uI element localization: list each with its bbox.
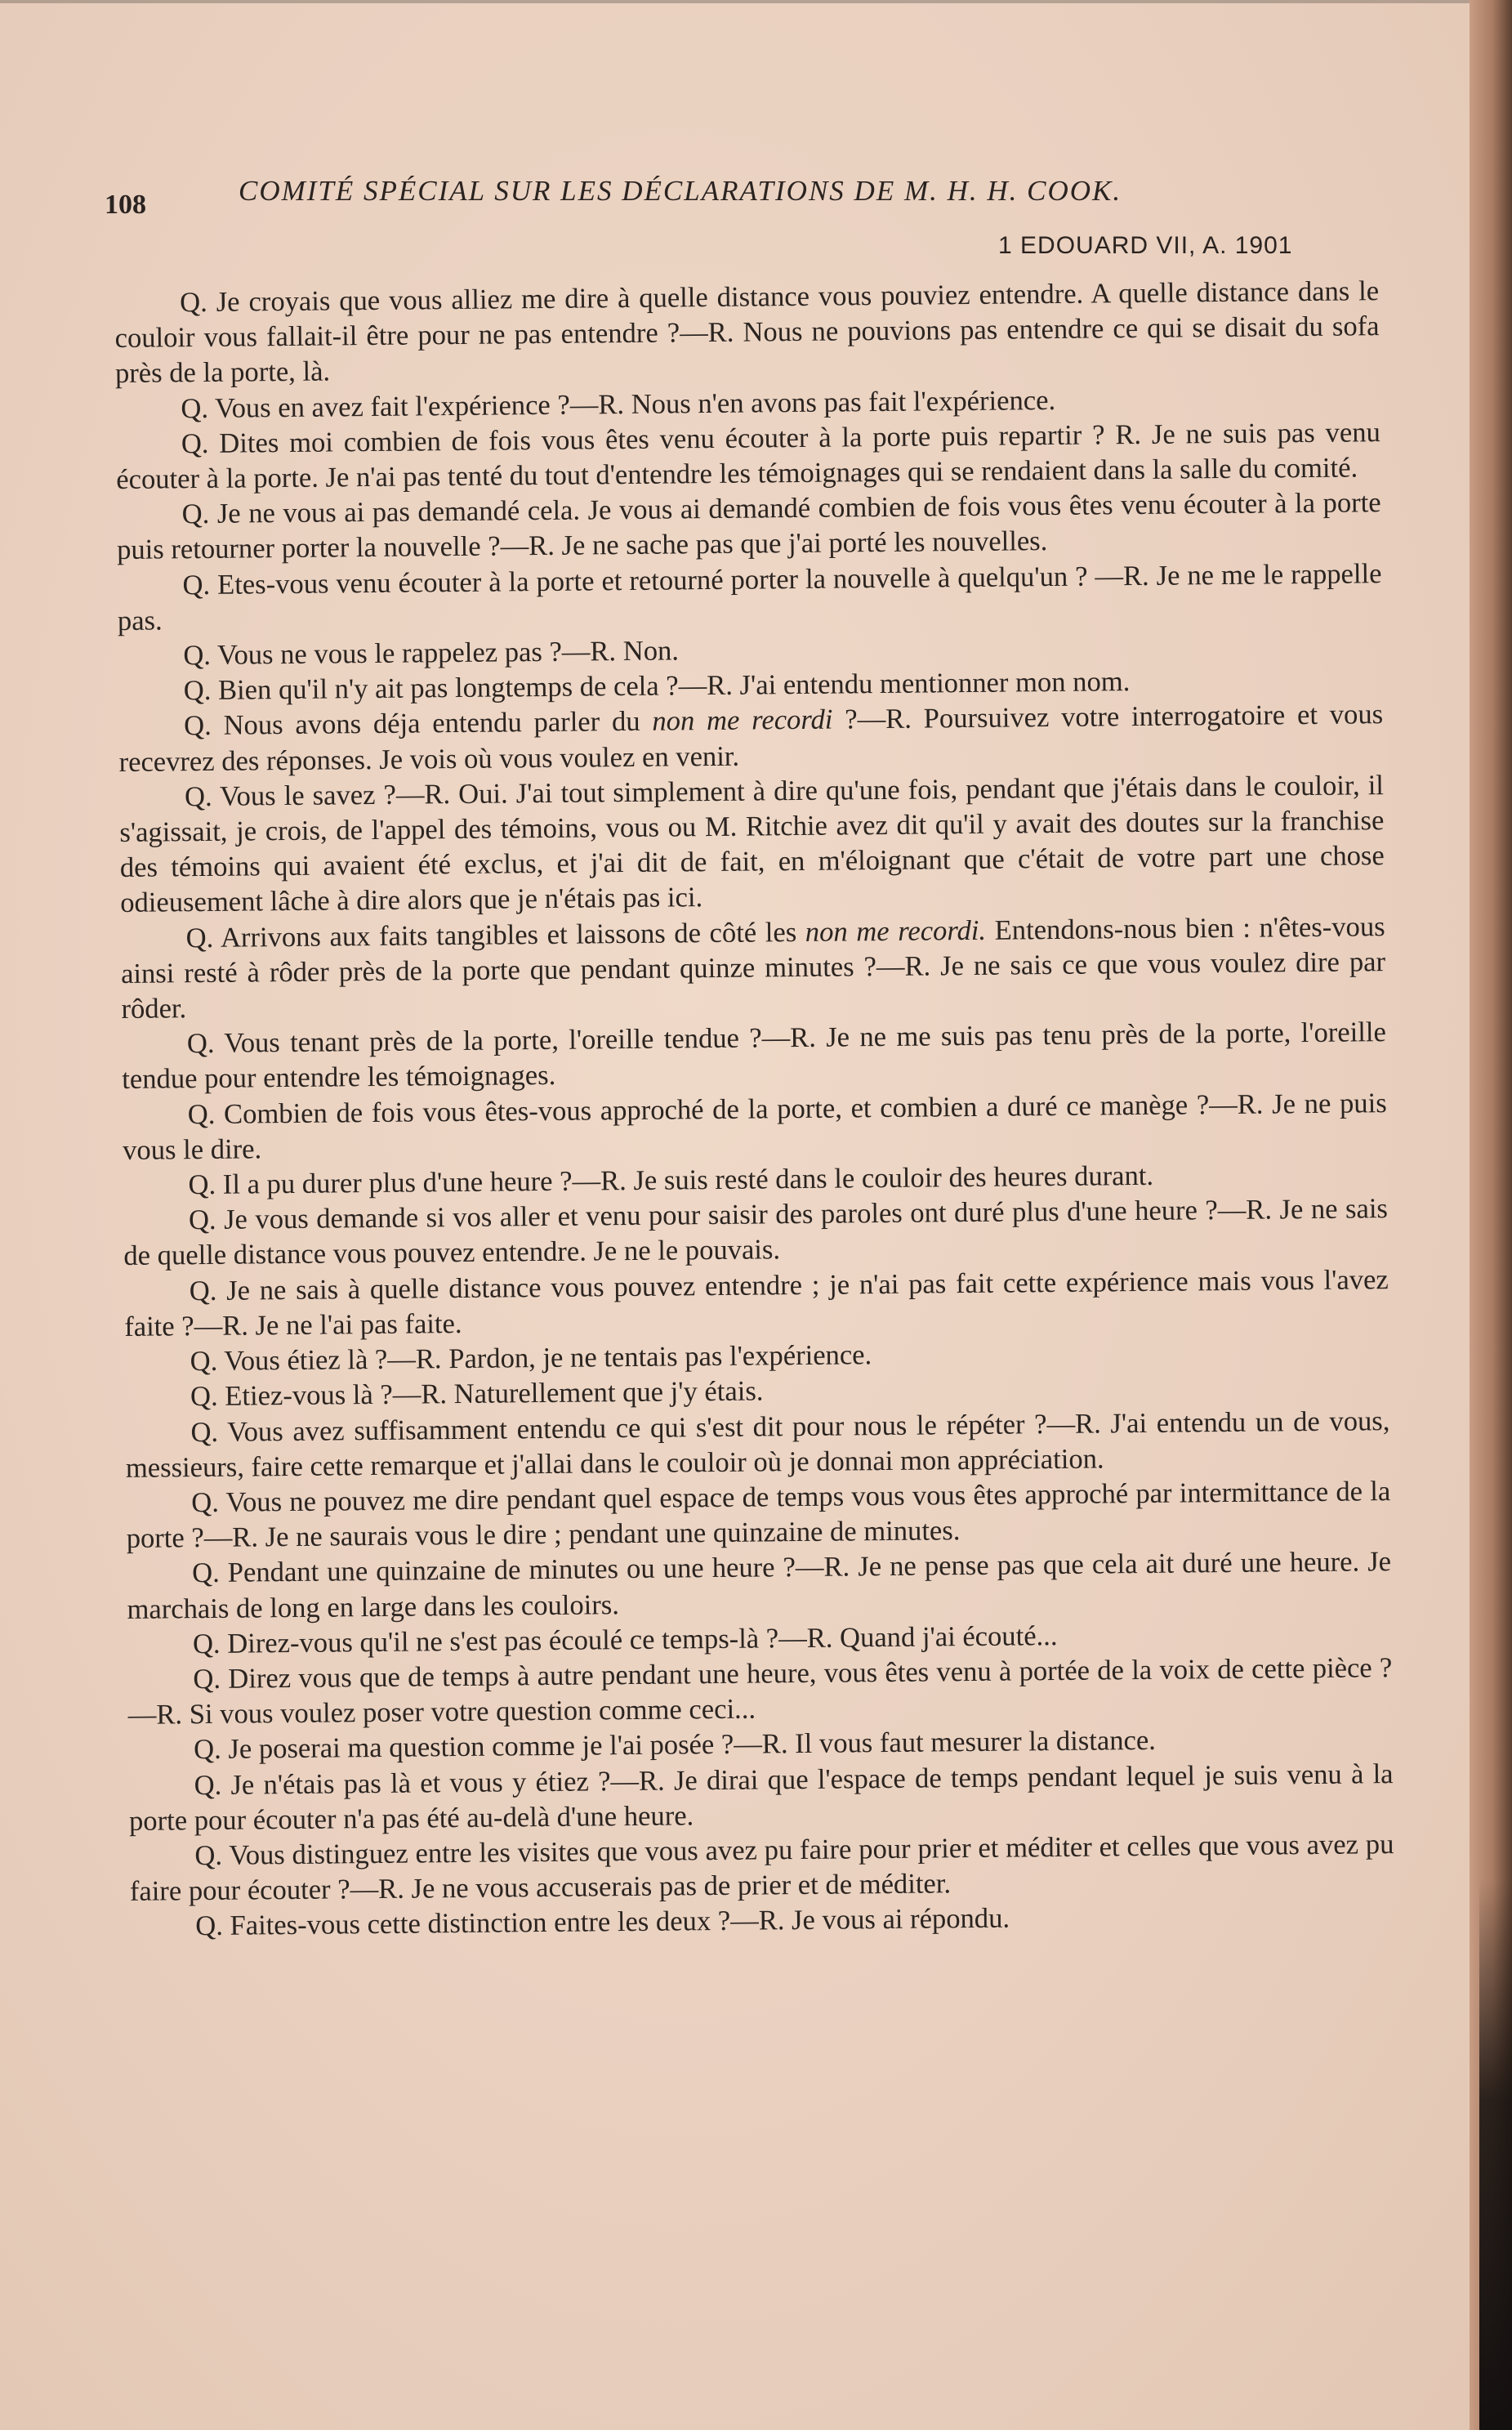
paragraph-text: Q. Arrivons aux faits tangibles et laissons de côté les [185, 916, 805, 954]
paragraph-text: Q. Nous avons déja entendu parler du [183, 706, 653, 742]
paragraph: Q. Etes-vous venu écouter à la porte et retourné porter la nouvelle à quelqu'un ? —R. Je ne me le rappelle pas. [117, 557, 1382, 637]
paragraph: Q. Vous tenant près de la porte, l'oreille tendue ?—R. Je ne me suis pas tenu près de la porte, l'oreille tendue pour entendre les témoignages. [122, 1016, 1387, 1096]
paragraph: Q. Je croyais que vous alliez me dire à quelle distance vous pouviez entendre. A quelle distance dans le couloir vous fallait-il être pour ne pas entendre ?—R. Nous ne pouvions pas entendre ce qui se disait du sofa près de la porte, là. [114, 275, 1380, 390]
paragraph: Q. Direz-vous qu'il ne s'est pas écoulé ce temps-là ?—R. Quand j'ai écouté... [192, 1619, 1058, 1659]
paragraph: Q. Vous ne vous le rappelez pas ?—R. Non. [183, 635, 680, 672]
paragraph: Q. Etiez-vous là ?—R. Naturellement que j'y étais. [190, 1375, 764, 1413]
paragraph: Q. Je n'étais pas là et vous y étiez ?—R. Je dirai que l'espace de temps pendant lequel je suis venu à la porte pour écouter n'a pas été au-delà d'une heure. [128, 1758, 1394, 1837]
paragraph [118, 698, 1384, 780]
paragraph: Q. Je poserai ma question comme je l'ai posée ?—R. Il vous faut mesurer la distance. [194, 1725, 1157, 1766]
paragraph: Q. Je vous demande si vos aller et venu pour saisir des paroles ont duré plus d'une heure ?—R. Je ne sais de quelle distance vous pouvez entendre. Je ne le pouvais. [123, 1193, 1389, 1272]
paragraph: Q. Vous étiez là ?—R. Pardon, je ne tentais pas l'expérience. [190, 1339, 872, 1378]
edition-line: 1 EDOUARD VII, A. 1901 [998, 232, 1293, 259]
paragraph: Q. Faites-vous cette distinction entre les deux ?—R. Je vous ai répondu. [195, 1902, 1010, 1942]
binding-shadow [1479, 1879, 1512, 2430]
paragraph: Q. Vous ne pouvez me dire pendant quel espace de temps vous vous êtes approché par intermittance de la porte ?—R. Je ne saurais vous le dire ; pendant une quinzaine de minutes. [126, 1475, 1391, 1555]
paragraph: Q. Il a pu durer plus d'une heure ?—R. Je suis resté dans le couloir des heures durant. [188, 1159, 1154, 1201]
paragraph: Q. Pendant une quinzaine de minutes ou une heure ?—R. Je ne pense pas que cela ait duré une heure. Je marchais de long en large dans les couloirs. [127, 1546, 1392, 1625]
paragraph: Q. Je ne vous ai pas demandé cela. Je vous ai demandé combien de fois vous êtes venu écouter à la porte puis retourner porter la nouvelle ?—R. Je ne sache pas que j'ai porté les nouvelles. [116, 487, 1381, 566]
paragraph: Q. Dites moi combien de fois vous êtes venu écouter à la porte puis repartir ? R. Je ne suis pas venu écouter à la porte. Je n'ai pas tenté du tout d'entendre les témoignages qui se rendaient dans la salle du comité. [116, 416, 1380, 496]
paragraph: Q. Vous distinguez entre les visites que vous avez pu faire pour prier et méditer et celles que vous avez pu faire pour écouter ?—R. Je ne vous accuserais pas de prier et de méditer. [129, 1828, 1394, 1908]
paragraph-text: Entendons-nous bien : n'êtes-vous ainsi resté à rôder près de la porte que pendant quinze minutes ?—R. Je ne sais ce que vous voulez dire par rôder. [120, 910, 1386, 1025]
paragraph [120, 909, 1385, 1027]
latin-phrase: non me recordi [652, 704, 833, 738]
top-border-line [0, 0, 1487, 3]
transcript-body [114, 274, 1394, 1945]
latin-phrase: non me recordi. [805, 914, 987, 948]
paragraph: Q. Vous le savez ?—R. Oui. J'ai tout simplement à dire qu'une fois, pendant que j'étais dans le couloir, il s'agissait, je crois, de l'appel des témoins, vous ou M. Ritchie avez dit qu'il y avait des doutes sur la franchise des témoins qui avaient été exclus, et j'ai dit de fait, en m'éloignant que c'était de votre part une chose odieusement lâche à dire alors que je n'étais pas ici. [119, 769, 1385, 919]
paragraph: Q. Direz vous que de temps à autre pendant une heure, vous êtes venu à portée de la voix de cette pièce ?—R. Si vous voulez poser votre question comme ceci... [127, 1651, 1393, 1731]
running-title: COMITÉ SPÉCIAL SUR LES DÉCLARATIONS DE M. H. H. COOK. [239, 175, 1122, 207]
page-header [105, 175, 1379, 220]
paragraph: Q. Bien qu'il n'y ait pas longtemps de cela ?—R. J'ai entendu mentionner mon nom. [183, 666, 1131, 707]
paragraph: Q. Vous avez suffisamment entendu ce qui s'est dit pour nous le répéter ?—R. J'ai entendu un de vous, messieurs, faire cette remarque et j'allai dans le couloir où je donnai mon appréciation. [125, 1405, 1390, 1484]
paragraph: Q. Vous en avez fait l'expérience ?—R. Nous n'en avons pas fait l'expérience. [181, 384, 1056, 424]
paragraph: Q. Je ne sais à quelle distance vous pouvez entendre ; je n'ai pas fait cette expérience mais vous l'avez faite ?—R. Je ne l'ai pas faite. [124, 1263, 1389, 1342]
paragraph-text: ?—R. Poursuivez votre interrogatoire et vous recevrez des réponses. Je vois où vous voulez en venir. [118, 699, 1384, 778]
page-number: 108 [105, 190, 146, 220]
paragraph: Q. Combien de fois vous êtes-vous approché de la porte, et combien a duré ce manège ?—R. Je ne puis vous le dire. [122, 1087, 1387, 1166]
